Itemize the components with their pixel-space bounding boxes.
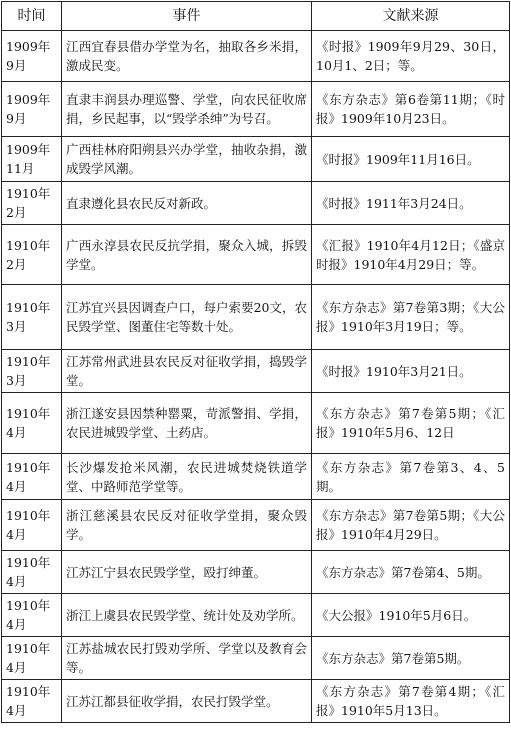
row-source: 《东方杂志》第6卷第11期；《时报》1909年10月23日。 [312,82,510,137]
row-event: 浙江慈溪县农民反对征收学堂捐，聚众毁学。 [62,500,312,551]
row-event: 浙江上虞县农民毁学堂、统计处及劝学所。 [62,594,312,637]
table-row [2,594,510,637]
row-source: 《时报》1910年3月21日。 [312,350,510,393]
table-row [2,680,510,723]
table-row [2,182,510,225]
row-source: 《汇报》1910年4月12日；《盛京时报》1910年4月29日；等。 [312,225,510,285]
row-event: 江苏江宁县农民毁学堂，殴打绅董。 [62,551,312,594]
row-time: 1910年4月 [2,393,62,454]
row-source: 《东方杂志》第7卷第4期；《汇报》1910年5月13日。 [312,680,510,723]
row-time: 1910年3月 [2,285,62,350]
row-time: 1910年4月 [2,594,62,637]
events-table [1,1,510,723]
row-event: 直隶遵化县农民反对新政。 [62,182,312,225]
row-source: 《大公报》1910年5月6日。 [312,594,510,637]
row-time: 1910年4月 [2,551,62,594]
row-event: 江苏盐城农民打毁劝学所、学堂以及教育会等。 [62,637,312,680]
row-source: 《时报》1909年9月29、30日，10月1、2日；等。 [312,31,510,82]
row-source: 《东方杂志》第7卷第5期；《汇报》1910年5月6、12日 [312,393,510,454]
row-event: 直隶丰润县办理巡警、学堂，向农民征收席捐，乡民起事，以“毁学杀绅”为号召。 [62,82,312,137]
table-row [2,31,510,82]
row-source: 《时报》1909年11月16日。 [312,137,510,182]
header-event: 事件 [62,2,312,31]
row-event: 江苏常州武进县农民反对征收学捐，捣毁学堂。 [62,350,312,393]
table-row [2,137,510,182]
row-time: 1910年3月 [2,350,62,393]
table-row [2,500,510,551]
table-row [2,225,510,285]
row-time: 1910年4月 [2,680,62,723]
row-event: 广西永淳县农民反抗学捐，聚众入城，拆毁学堂。 [62,225,312,285]
row-time: 1909年9月 [2,82,62,137]
row-event: 广西桂林府阳朔县兴办学堂，抽收杂捐，激成毁学风潮。 [62,137,312,182]
row-source: 《东方杂志》第7卷第4、5期。 [312,551,510,594]
row-event: 江西宜春县借办学堂为名，抽取各乡米捐，激成民变。 [62,31,312,82]
row-source: 《东方杂志》第7卷第3、4、5期。 [312,454,510,500]
row-time: 1910年2月 [2,182,62,225]
row-source: 《东方杂志》第7卷第5期。 [312,637,510,680]
row-event: 长沙爆发抢米风潮，农民进城焚烧铁道学堂、中路师范学堂等。 [62,454,312,500]
table-row [2,551,510,594]
row-source: 《东方杂志》第7卷第3期；《大公报》1910年3月19日；等。 [312,285,510,350]
row-event: 江苏江都县征收学捐，农民打毁学堂。 [62,680,312,723]
row-time: 1909年9月 [2,31,62,82]
table-row [2,350,510,393]
row-time: 1910年4月 [2,454,62,500]
row-time: 1910年4月 [2,637,62,680]
row-time: 1910年2月 [2,225,62,285]
row-source: 《东方杂志》第7卷第5期；《大公报》1910年4月29日。 [312,500,510,551]
row-event: 浙江遂安县因禁种罂粟，苛派警捐、学捐，农民进城毁学堂、土药店。 [62,393,312,454]
header-row [2,2,510,31]
table-row [2,454,510,500]
row-source: 《时报》1911年3月24日。 [312,182,510,225]
row-time: 1910年4月 [2,500,62,551]
header-time: 时间 [2,2,62,31]
row-event: 江苏宜兴县因调查户口，每户索要20文，农民毁学堂、图董住宅等数十处。 [62,285,312,350]
table-row [2,637,510,680]
table-row [2,82,510,137]
row-time: 1909年11月 [2,137,62,182]
table-row [2,393,510,454]
header-source: 文献来源 [312,2,510,31]
table-row [2,285,510,350]
